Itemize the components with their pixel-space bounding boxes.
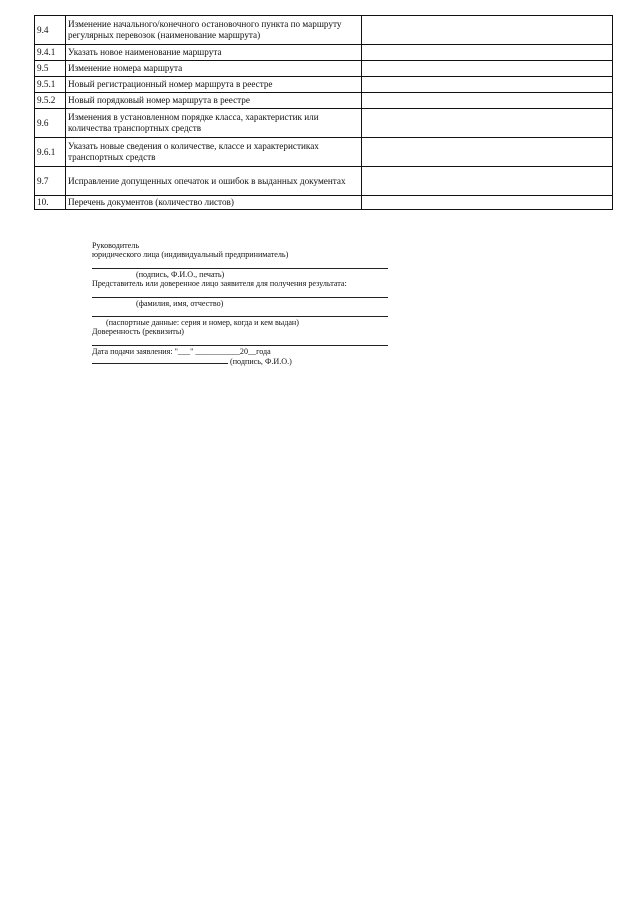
table-row — [35, 45, 613, 61]
row-description: Перечень документов (количество листов) — [66, 196, 362, 210]
head-signature-line[interactable] — [92, 260, 388, 269]
row-description: Изменение номера маршрута — [66, 61, 362, 77]
signature-block — [92, 241, 388, 367]
row-number: 9.5.2 — [35, 93, 66, 109]
passport-caption: (паспортные данные: серия и номер, когда и кем выдан) — [106, 318, 299, 328]
row-description: Новый регистрационный номер маршрута в реестре — [66, 77, 362, 93]
row-value-field[interactable] — [362, 167, 613, 196]
date-signature-line[interactable] — [92, 356, 228, 364]
application-table — [34, 15, 613, 210]
representative-name-line[interactable] — [92, 289, 388, 298]
representative-label: Представитель или доверенное лицо заявителя для получения результата: — [92, 279, 347, 289]
proxy-line[interactable] — [92, 337, 388, 346]
row-value-field[interactable] — [362, 16, 613, 45]
row-number: 9.4 — [35, 16, 66, 45]
row-number: 9.6 — [35, 109, 66, 138]
proxy-label: Доверенность (реквизиты) — [92, 327, 184, 337]
row-value-field[interactable] — [362, 196, 613, 210]
date-label: Дата подачи заявления: "___" ___________20__года — [92, 346, 271, 356]
row-number: 9.4.1 — [35, 45, 66, 61]
table-row — [35, 109, 613, 138]
row-value-field[interactable] — [362, 109, 613, 138]
row-description: Исправление допущенных опечаток и ошибок в выданных документах — [66, 167, 362, 196]
table-row — [35, 61, 613, 77]
date-signature-caption: (подпись, Ф.И.О.) — [230, 357, 292, 367]
table-row — [35, 138, 613, 167]
table-row — [35, 196, 613, 210]
row-value-field[interactable] — [362, 138, 613, 167]
row-description: Изменения в установленном порядке класса, характеристик или количества транспортных средств — [66, 109, 362, 138]
row-description: Изменение начального/конечного остановочного пункта по маршруту регулярных перевозок (наименование маршрута) — [66, 16, 362, 45]
row-number: 9.7 — [35, 167, 66, 196]
row-value-field[interactable] — [362, 61, 613, 77]
table-row — [35, 16, 613, 45]
row-description: Новый порядковый номер маршрута в реестре — [66, 93, 362, 109]
head-signature-caption: (подпись, Ф.И.О., печать) — [136, 269, 225, 279]
table-row — [35, 77, 613, 93]
row-description: Указать новое наименование маршрута — [66, 45, 362, 61]
row-description: Указать новые сведения о количестве, классе и характеристиках транспортных средств — [66, 138, 362, 167]
representative-name-caption: (фамилия, имя, отчество) — [136, 298, 224, 308]
row-value-field[interactable] — [362, 93, 613, 109]
row-number: 9.5.1 — [35, 77, 66, 93]
date-signature-row — [92, 356, 388, 366]
table-row — [35, 93, 613, 109]
passport-line[interactable] — [92, 308, 388, 317]
row-number: 9.5 — [35, 61, 66, 77]
row-number: 9.6.1 — [35, 138, 66, 167]
row-number: 10. — [35, 196, 66, 210]
head-title: Руководитель — [92, 241, 140, 250]
head-subtitle: юридического лица (индивидуальный предприниматель) — [92, 250, 289, 260]
row-value-field[interactable] — [362, 77, 613, 93]
row-value-field[interactable] — [362, 45, 613, 61]
table-row — [35, 167, 613, 196]
